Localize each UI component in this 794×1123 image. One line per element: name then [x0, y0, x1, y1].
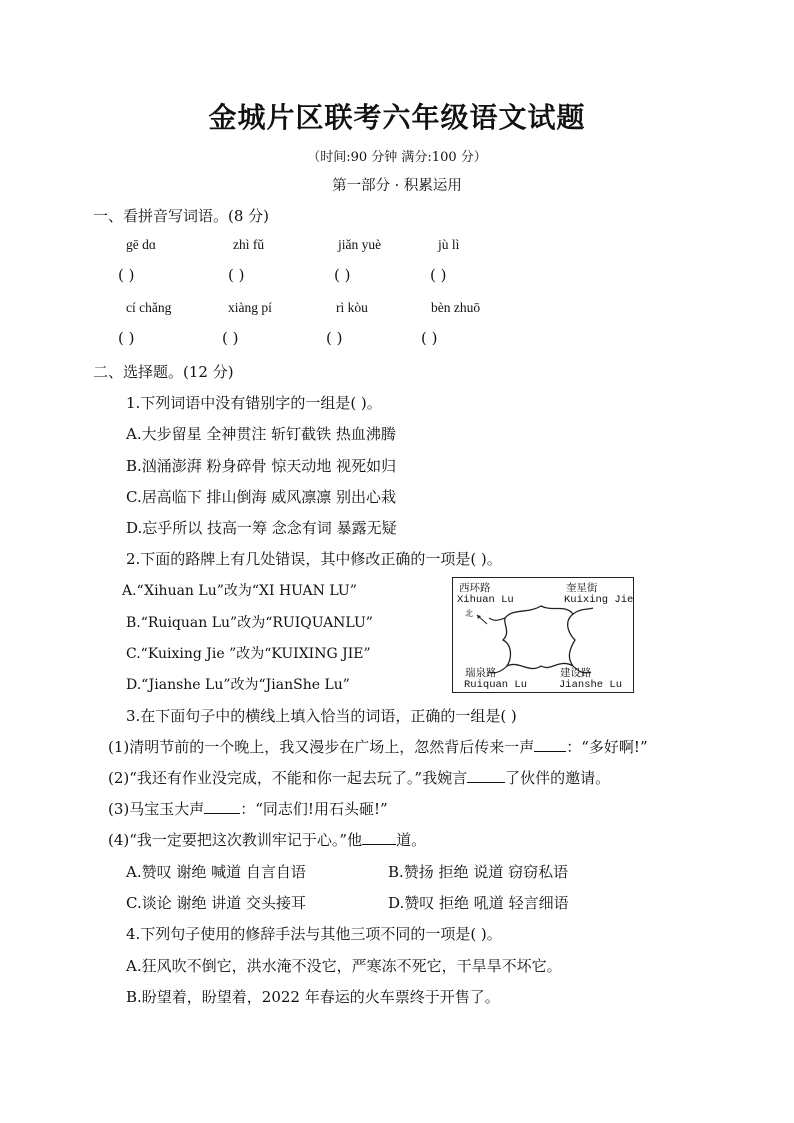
q2-option-a[interactable]: A.“Xihuan Lu”改为“XI HUAN LU” — [122, 583, 357, 599]
section1-heading: 一、看拼音写词语。(8 分) — [93, 207, 270, 225]
map-label-tr-cn: 奎星街 — [566, 582, 598, 594]
map-label-bl-cn: 瑞泉路 — [465, 667, 497, 679]
map-label-bl-en: Ruiquan Lu — [464, 679, 528, 691]
q3-s2-tail: 了伙伴的邀请。 — [505, 769, 611, 787]
q3-option-c[interactable]: C.谈论 谢绝 讲道 交头接耳 — [126, 894, 307, 912]
answer-box[interactable]: ( ) — [118, 266, 135, 284]
map-label-tl-en: Xihuan Lu — [457, 594, 514, 606]
q3-sentence-4 — [108, 829, 426, 850]
q3-sentence-3 — [108, 798, 388, 819]
pinyin-6: xiàng pí — [228, 300, 272, 315]
q3-s4-text: (4)“我一定要把这次教训牢记于心。”他 — [108, 831, 363, 849]
road-map-figure — [452, 577, 634, 693]
fill-blank[interactable] — [534, 737, 566, 752]
exam-info: （时间:90 分钟 满分:100 分） — [307, 150, 487, 165]
q3-s1-text: (1)清明节前的一个晚上，我又漫步在广场上，忽然背后传来一声 — [108, 738, 535, 756]
section2-heading: 二、选择题。(12 分) — [93, 363, 234, 381]
question-3-stem: 3.在下面句子中的横线上填入恰当的词语，正确的一组是( ) — [126, 707, 517, 725]
pinyin-3: jiǎn yuè — [338, 237, 382, 252]
q3-s2-text: (2)“我还有作业没完成，不能和你一起去玩了。”我婉言 — [108, 769, 468, 787]
road-line — [573, 608, 593, 614]
pinyin-4: jù lì — [438, 237, 460, 252]
q3-s3-tail: ：“同志们!用石头砸!” — [240, 800, 388, 818]
answer-box[interactable]: ( ) — [222, 329, 239, 347]
q1-option-a[interactable]: A.大步留星 全神贯注 斩钉截铁 热血沸腾 — [126, 425, 396, 443]
plaza-outline — [503, 606, 575, 669]
q4-option-b[interactable]: B.盼望着，盼望着，2022 年春运的火车票终于开售了。 — [126, 988, 500, 1006]
q3-s1-tail: ：“多好啊!” — [566, 738, 648, 756]
answer-box[interactable]: ( ) — [118, 329, 135, 347]
answer-box[interactable]: ( ) — [326, 329, 343, 347]
question-1-stem: 1.下列词语中没有错别字的一组是( )。 — [126, 394, 382, 412]
map-label-tl-cn: 西环路 — [459, 582, 491, 594]
map-label-tr-en: Kuixing Jie — [564, 594, 634, 606]
road-line — [489, 618, 505, 620]
fill-blank[interactable] — [362, 830, 396, 845]
pinyin-2: zhì fǔ — [233, 237, 265, 252]
fill-blank[interactable] — [467, 768, 505, 783]
q4-option-a[interactable]: A.狂风吹不倒它，洪水淹不没它，严寒冻不死它，干旱旱不坏它。 — [126, 957, 562, 975]
pinyin-7: rì kòu — [336, 300, 368, 315]
q2-option-d[interactable]: D.“Jianshe Lu”改为“JianShe Lu” — [126, 677, 350, 693]
question-4-stem: 4.下列句子使用的修辞手法与其他三项不同的一项是( )。 — [126, 925, 502, 943]
pinyin-1: gē dɑ — [126, 237, 156, 252]
q3-s3-text: (3)马宝玉大声 — [108, 800, 205, 818]
fill-blank[interactable] — [204, 799, 240, 814]
answer-box[interactable]: ( ) — [228, 266, 245, 284]
map-label-br-en: Jianshe Lu — [559, 679, 623, 691]
q2-option-b[interactable]: B.“Ruiquan Lu”改为“RUIQUANLU” — [126, 615, 373, 631]
q2-option-c[interactable]: C.“Kuixing Jie ”改为“KUIXING JIE” — [126, 646, 371, 662]
page-title: 金城片区联考六年级语文试题 — [208, 101, 586, 134]
pinyin-5: cí chǎng — [126, 300, 172, 315]
part-heading: 第一部分 · 积累运用 — [332, 178, 462, 194]
q1-option-c[interactable]: C.居高临下 排山倒海 威风凛凛 别出心栽 — [126, 488, 397, 506]
answer-box[interactable]: ( ) — [334, 266, 351, 284]
q1-option-d[interactable]: D.忘乎所以 技高一筹 念念有词 暴露无疑 — [126, 519, 397, 537]
question-2-stem: 2.下面的路牌上有几处错误，其中修改正确的一项是( )。 — [126, 550, 502, 568]
q1-option-b[interactable]: B.汹涌澎湃 粉身碎骨 惊天动地 视死如归 — [126, 457, 397, 475]
north-label: 北 — [465, 609, 473, 618]
q3-sentence-1 — [108, 736, 648, 757]
answer-box[interactable]: ( ) — [430, 266, 447, 284]
q3-sentence-2 — [108, 767, 610, 788]
q3-option-d[interactable]: D.赞叹 拒绝 吼道 轻言细语 — [388, 894, 569, 912]
answer-box[interactable]: ( ) — [421, 329, 438, 347]
q3-option-b[interactable]: B.赞扬 拒绝 说道 窃窃私语 — [388, 863, 569, 881]
q3-option-a[interactable]: A.赞叹 谢绝 喊道 自言自语 — [126, 863, 306, 881]
map-label-br-cn: 建设路 — [560, 667, 592, 679]
q3-s4-tail: 道。 — [396, 831, 427, 849]
pinyin-8: bèn zhuō — [431, 300, 481, 315]
